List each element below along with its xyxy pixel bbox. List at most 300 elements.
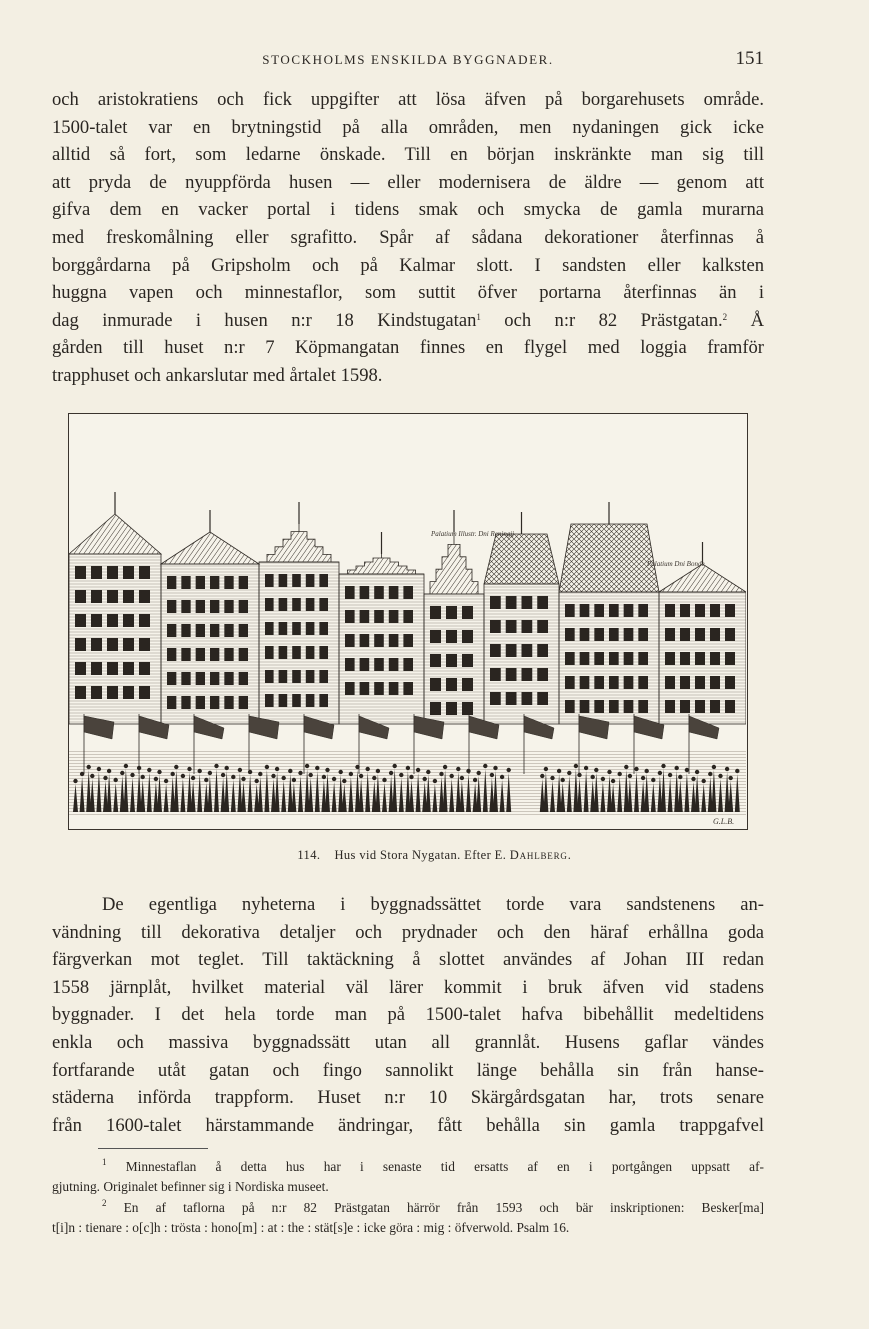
window — [319, 622, 328, 635]
window — [306, 574, 315, 587]
figure-head — [550, 776, 554, 780]
window — [292, 670, 301, 683]
figure-head — [577, 773, 581, 777]
figure-head — [624, 765, 628, 769]
figure-head — [725, 767, 729, 771]
footnote-divider — [98, 1148, 208, 1149]
window — [594, 604, 604, 617]
window — [107, 662, 118, 675]
window — [210, 624, 219, 637]
window — [490, 620, 501, 633]
figure-head — [339, 770, 343, 774]
figure-head — [359, 774, 363, 778]
footnote-line: t[i]n : tienare : o[c]h : trösta : hono[m] : at : the : stät[s]e : icke göra : mig : öfverwold. Psalm 16. — [52, 1219, 570, 1235]
window — [319, 646, 328, 659]
window — [345, 586, 355, 599]
window — [360, 586, 370, 599]
figure-head — [376, 769, 380, 773]
figure-head — [651, 778, 655, 782]
window — [306, 598, 315, 611]
window — [389, 634, 399, 647]
figure-head — [355, 765, 359, 769]
stepped-gable — [424, 532, 484, 594]
figure-head — [372, 776, 376, 780]
footnote-2 — [52, 1198, 764, 1239]
window — [167, 672, 176, 685]
window — [279, 622, 288, 635]
footnote-text: En af taflorna på n:r 82 Prästgatan härrör från 1593 och bär inskriptionen: Besker[ma] — [123, 1199, 764, 1215]
figure-head — [191, 776, 195, 780]
figure-head — [483, 764, 487, 768]
figure-head — [97, 767, 101, 771]
text-line: enkla och massiva byggnadssätt utan all grannlåt. Husens gaflar vändes — [52, 1031, 764, 1053]
window — [167, 624, 176, 637]
figure-head — [231, 775, 235, 779]
window — [680, 700, 690, 713]
figure-head — [309, 773, 313, 777]
window — [181, 600, 190, 613]
footnotes — [52, 1157, 764, 1238]
figure-head — [685, 768, 689, 772]
figure-head — [406, 766, 410, 770]
window — [265, 670, 274, 683]
window — [506, 692, 517, 705]
figure-head — [171, 772, 175, 776]
text-line: borggårdarna på Gripsholm och på Kalmar slott. I sandsten eller kalksten — [52, 254, 764, 276]
window — [75, 638, 86, 651]
window — [139, 662, 150, 675]
text-line: trapphuset och ankarslutar med årtalet 1598. — [52, 364, 383, 386]
body-paragraph-1 — [52, 86, 764, 390]
footnote-text: Minnestaflan å detta hus har i senaste tid ersatts af en i portgången uppsatt af- — [125, 1159, 764, 1174]
window — [680, 676, 690, 689]
figure-head — [416, 768, 420, 772]
figure-head — [164, 779, 168, 783]
window — [91, 566, 102, 579]
window — [403, 586, 413, 599]
window — [725, 628, 735, 641]
window — [537, 644, 548, 657]
figure-head — [271, 774, 275, 778]
figure-head — [315, 766, 319, 770]
building-facade — [339, 532, 424, 724]
window — [265, 574, 274, 587]
figure-head — [349, 772, 353, 776]
figure-head — [282, 776, 286, 780]
figure-head — [409, 775, 413, 779]
window — [594, 628, 604, 641]
window — [239, 600, 248, 613]
window — [522, 644, 533, 657]
gable-roof — [161, 532, 259, 564]
window — [389, 586, 399, 599]
window — [624, 700, 634, 713]
figure-head — [157, 770, 161, 774]
inscription-center: Palatium Illustr. Dni Reningij — [431, 530, 515, 538]
window — [139, 590, 150, 603]
window — [75, 662, 86, 675]
building-facade — [161, 510, 259, 724]
window — [506, 668, 517, 681]
window — [196, 576, 205, 589]
window — [139, 566, 150, 579]
window — [306, 622, 315, 635]
window — [167, 648, 176, 661]
window — [196, 672, 205, 685]
window — [638, 676, 648, 689]
window — [91, 638, 102, 651]
window — [609, 700, 619, 713]
window — [210, 648, 219, 661]
footnote-ref[interactable]: 1 — [476, 311, 481, 322]
figure-head — [423, 777, 427, 781]
figure-head — [288, 769, 292, 773]
window — [224, 648, 233, 661]
figure-head — [675, 766, 679, 770]
figure-head — [557, 769, 561, 773]
window — [360, 610, 370, 623]
window — [624, 604, 634, 617]
figure-head — [325, 768, 329, 772]
window — [265, 694, 274, 707]
window — [725, 700, 735, 713]
text-line: från 1600-talet härstammande ändringar, fått behålla sin gamla trappgafvel — [52, 1114, 764, 1136]
figure-head — [305, 764, 309, 768]
figure-head — [241, 777, 245, 781]
window — [210, 672, 219, 685]
window — [374, 682, 384, 695]
window — [565, 676, 575, 689]
footnote-line: gjutning. Originalet befinner sig i Nordiska museet. — [52, 1179, 329, 1195]
window — [91, 614, 102, 627]
window — [680, 628, 690, 641]
figure-head — [584, 766, 588, 770]
window — [279, 646, 288, 659]
window — [506, 644, 517, 657]
window — [292, 694, 301, 707]
figure-head — [678, 775, 682, 779]
window — [462, 606, 473, 619]
window — [75, 590, 86, 603]
figure-head — [466, 769, 470, 773]
window — [710, 652, 720, 665]
window — [462, 702, 473, 715]
figure-head — [658, 771, 662, 775]
text-fragment: Å — [727, 309, 764, 331]
figure-head — [258, 772, 262, 776]
window — [292, 598, 301, 611]
window — [446, 702, 457, 715]
window — [665, 628, 675, 641]
figure-head — [366, 767, 370, 771]
text-line: färgverkan mot teglet. Till taktäckning å slottet användes af Johan III redan — [52, 949, 764, 971]
page-number: 151 — [735, 48, 764, 69]
window — [360, 682, 370, 695]
figure-head — [90, 774, 94, 778]
window — [624, 628, 634, 641]
figure-head — [204, 778, 208, 782]
window — [239, 672, 248, 685]
window — [75, 686, 86, 699]
window — [360, 634, 370, 647]
figure-head — [443, 765, 447, 769]
figure-caption — [0, 848, 869, 863]
building-facade — [484, 512, 559, 724]
window — [360, 658, 370, 671]
window — [624, 676, 634, 689]
window — [345, 682, 355, 695]
window — [345, 610, 355, 623]
figure-head — [426, 770, 430, 774]
window — [181, 648, 190, 661]
window — [490, 596, 501, 609]
figure-head — [275, 767, 279, 771]
window — [139, 686, 150, 699]
window — [265, 598, 274, 611]
figure-head — [141, 775, 145, 779]
figure-head — [332, 777, 336, 781]
window — [638, 652, 648, 665]
window — [167, 696, 176, 709]
window — [506, 620, 517, 633]
window — [403, 682, 413, 695]
window — [490, 668, 501, 681]
figure-head — [460, 776, 464, 780]
window — [196, 696, 205, 709]
window — [609, 652, 619, 665]
figure-head — [342, 779, 346, 783]
window — [91, 662, 102, 675]
figure-head — [73, 779, 77, 783]
window — [430, 678, 441, 691]
window — [279, 574, 288, 587]
footnote-mark: 1 — [102, 1157, 107, 1167]
window — [239, 648, 248, 661]
figure-head — [567, 771, 571, 775]
figure-head — [611, 779, 615, 783]
figure-head — [382, 778, 386, 782]
figure-head — [607, 770, 611, 774]
figure-head — [221, 773, 225, 777]
window — [695, 604, 705, 617]
window — [665, 652, 675, 665]
window — [430, 606, 441, 619]
text-line: och aristokratiens och fick uppgifter att lösa äfven på borgarehusets område. — [52, 89, 764, 110]
window — [123, 590, 134, 603]
text-line: fortfarande utåt gatan och fingo sannolikt länge behålla sin från hanse- — [52, 1059, 764, 1081]
window — [609, 676, 619, 689]
window — [107, 686, 118, 699]
window — [107, 566, 118, 579]
window — [139, 638, 150, 651]
hip-roof — [484, 534, 559, 584]
text-line: med freskomålning eller sgrafitto. Spår af sådana dekorationer återfinnas å — [52, 226, 764, 248]
figure-head — [645, 769, 649, 773]
window — [462, 678, 473, 691]
window — [609, 604, 619, 617]
window — [292, 574, 301, 587]
window — [710, 676, 720, 689]
window — [224, 576, 233, 589]
footnote-1 — [52, 1157, 764, 1198]
figure-head — [456, 767, 460, 771]
window — [196, 600, 205, 613]
window — [430, 654, 441, 667]
window — [665, 676, 675, 689]
figure-head — [130, 773, 134, 777]
window — [319, 574, 328, 587]
figure-head — [591, 775, 595, 779]
figure-head — [187, 767, 191, 771]
figure-head — [544, 767, 548, 771]
figure-head — [208, 771, 212, 775]
window — [403, 610, 413, 623]
window — [374, 610, 384, 623]
window — [319, 598, 328, 611]
figure-head — [668, 773, 672, 777]
building-facade — [69, 492, 161, 724]
building-facade — [559, 502, 659, 724]
window — [680, 652, 690, 665]
window — [239, 624, 248, 637]
figure-head — [661, 764, 665, 768]
figure-head — [174, 765, 178, 769]
window — [665, 604, 675, 617]
window — [537, 620, 548, 633]
figure-head — [292, 778, 296, 782]
window — [91, 686, 102, 699]
window — [725, 676, 735, 689]
window — [594, 652, 604, 665]
window — [624, 652, 634, 665]
window — [210, 696, 219, 709]
text-line — [52, 307, 764, 335]
window — [107, 638, 118, 651]
window — [565, 700, 575, 713]
window — [710, 700, 720, 713]
window — [580, 628, 590, 641]
window — [139, 614, 150, 627]
engraving-figure — [68, 413, 748, 830]
window — [224, 672, 233, 685]
window — [580, 604, 590, 617]
window — [594, 676, 604, 689]
window — [374, 634, 384, 647]
gable-roof — [659, 564, 746, 592]
window — [224, 600, 233, 613]
figure-head — [628, 774, 632, 778]
window — [75, 566, 86, 579]
window — [665, 700, 675, 713]
caption-number: 114. — [297, 848, 321, 862]
figure-head — [298, 771, 302, 775]
figure-head — [477, 771, 481, 775]
window — [389, 658, 399, 671]
window — [239, 696, 248, 709]
window — [123, 686, 134, 699]
window — [462, 654, 473, 667]
figure-head — [198, 769, 202, 773]
figure-head — [124, 764, 128, 768]
figure-head — [540, 774, 544, 778]
window — [638, 628, 648, 641]
figure-head — [500, 775, 504, 779]
window — [181, 672, 190, 685]
window — [609, 628, 619, 641]
window — [292, 646, 301, 659]
figure-head — [265, 765, 269, 769]
text-fragment: dag inmurade i husen n:r 18 Kindstugatan — [52, 309, 477, 331]
figure-head — [601, 777, 605, 781]
window — [345, 658, 355, 671]
window — [279, 670, 288, 683]
window — [490, 644, 501, 657]
artist-signature: G.L.B. — [713, 817, 735, 826]
figure-head — [322, 775, 326, 779]
window — [167, 576, 176, 589]
text-line: De egentliga nyheterna i byggnadssättet torde vara sandstenens an- — [102, 894, 764, 915]
window — [565, 604, 575, 617]
window — [537, 692, 548, 705]
window — [196, 624, 205, 637]
window — [292, 622, 301, 635]
window — [403, 634, 413, 647]
gable-roof — [69, 514, 161, 554]
figure-head — [493, 766, 497, 770]
text-line: alltid så fort, som ledarne önskade. Till en början inskränkte man sig till — [52, 144, 764, 166]
figure-head — [507, 768, 511, 772]
footnote-mark: 2 — [102, 1197, 107, 1208]
window — [565, 628, 575, 641]
window — [506, 596, 517, 609]
window — [181, 624, 190, 637]
window — [725, 652, 735, 665]
window — [306, 670, 315, 683]
window — [430, 630, 441, 643]
figure-head — [702, 779, 706, 783]
window — [210, 600, 219, 613]
figure-head — [103, 776, 107, 780]
window — [462, 630, 473, 643]
window — [680, 604, 690, 617]
footnote-ref[interactable]: 2 — [722, 311, 728, 322]
building-facade — [259, 502, 339, 724]
figure-head — [439, 772, 443, 776]
window — [167, 600, 176, 613]
figure-head — [433, 779, 437, 783]
window — [695, 700, 705, 713]
figure-head — [691, 777, 695, 781]
window — [279, 598, 288, 611]
window — [490, 692, 501, 705]
building-facade — [659, 542, 746, 724]
window — [123, 638, 134, 651]
window — [374, 658, 384, 671]
figure-head — [708, 772, 712, 776]
figure-head — [718, 774, 722, 778]
figure-head — [225, 766, 229, 770]
window — [695, 676, 705, 689]
figure-head — [695, 770, 699, 774]
stepped-gable — [339, 554, 424, 574]
figure-head — [80, 772, 84, 776]
window — [710, 604, 720, 617]
window — [123, 614, 134, 627]
window — [638, 700, 648, 713]
window — [123, 566, 134, 579]
figure-head — [641, 776, 645, 780]
window — [580, 676, 590, 689]
